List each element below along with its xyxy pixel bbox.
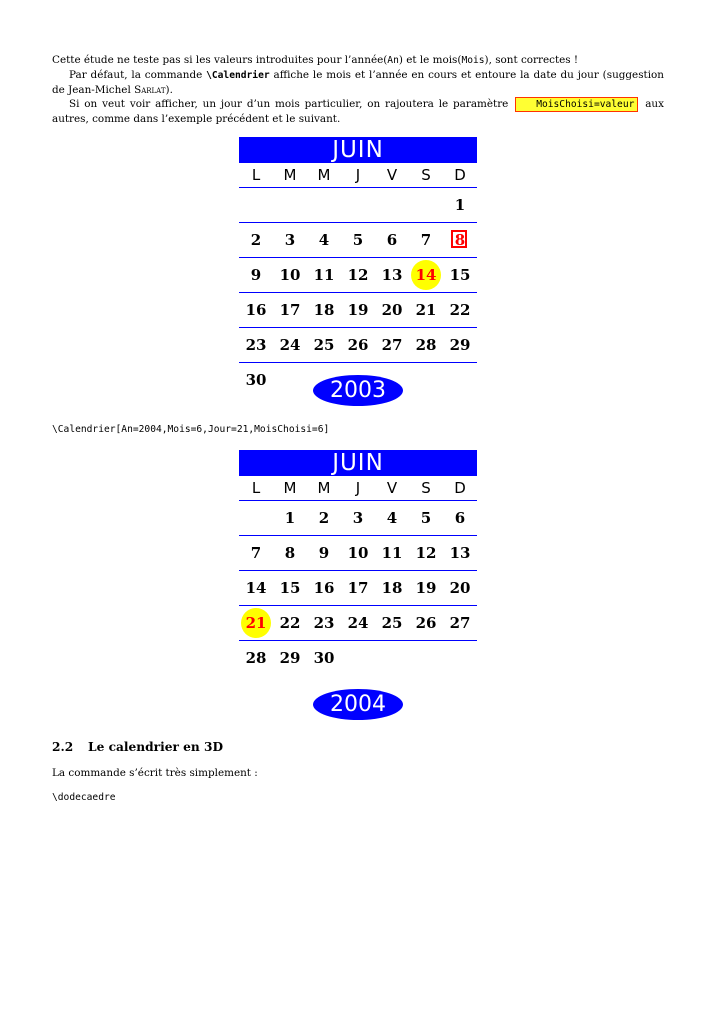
- day-cell: 17: [279, 301, 301, 319]
- day-cell-today: 21: [239, 606, 273, 640]
- day-cell: 3: [352, 509, 364, 527]
- day-cell: 8: [284, 544, 296, 562]
- day-cell: 24: [347, 614, 369, 632]
- day-cell: 20: [449, 579, 471, 597]
- day-cell: 26: [415, 614, 437, 632]
- day-cell: 22: [449, 301, 471, 319]
- week-row: [239, 606, 477, 641]
- weekday-label: V: [386, 166, 398, 184]
- week-row: [239, 293, 477, 328]
- day-cell: 23: [313, 614, 335, 632]
- year-badge: 2003: [313, 375, 403, 406]
- calendar-june-2004: [239, 450, 477, 675]
- day-cell: 15: [279, 579, 301, 597]
- day-cell: 28: [245, 649, 267, 667]
- day-cell: 9: [250, 266, 262, 284]
- weekday-label: M: [283, 166, 297, 184]
- weekday-label: L: [251, 166, 261, 184]
- month-header: JUIN: [239, 137, 477, 163]
- text: ) et le mois(: [398, 54, 462, 66]
- weeks: [239, 188, 477, 397]
- highlighted-parameter: MoisChoisi=valeur: [515, 97, 638, 112]
- paragraph-default-command: [52, 68, 664, 98]
- text: Par défaut, la commande: [69, 69, 207, 81]
- day-cell: 5: [352, 231, 364, 249]
- day-cell: 6: [454, 509, 466, 527]
- text: Cette étude ne teste pas si les valeurs introduites pour l’année(: [52, 54, 388, 66]
- day-cell: 18: [381, 579, 403, 597]
- day-cell: 17: [347, 579, 369, 597]
- code-dodecaedre: \dodecaedre: [52, 792, 116, 803]
- year-badge: 2004: [313, 689, 403, 720]
- code-example: \Calendrier[An=2004,Mois=6,Jour=21,MoisChoisi=6]: [52, 424, 330, 435]
- day-cell-boxed: 8: [443, 223, 477, 257]
- day-cell: 19: [347, 301, 369, 319]
- text: ), sont correctes !: [484, 54, 579, 66]
- week-row: [239, 571, 477, 606]
- day-cell: 12: [347, 266, 369, 284]
- week-row: [239, 328, 477, 363]
- week-row: [239, 223, 477, 258]
- weeks: [239, 501, 477, 675]
- weekday-label: M: [283, 479, 297, 497]
- day-cell: 4: [386, 509, 398, 527]
- day-cell: 18: [313, 301, 335, 319]
- day-cell: 28: [415, 336, 437, 354]
- weekday-label: D: [454, 166, 466, 184]
- day-cell: 10: [347, 544, 369, 562]
- day-cell: 30: [313, 649, 335, 667]
- day-cell: 15: [449, 266, 471, 284]
- day-cell: 6: [386, 231, 398, 249]
- weekday-header: [239, 476, 477, 501]
- text: aux autres, comme dans l’exemple précédent et le suivant.: [52, 98, 664, 125]
- day-cell: 14: [245, 579, 267, 597]
- section-text: La commande s’écrit très simplement :: [52, 767, 258, 779]
- code-an: An: [387, 55, 399, 66]
- day-cell: 30: [245, 371, 267, 389]
- text: Si on veut voir afficher, un jour d’un mois particulier, on rajoutera le paramètre: [69, 98, 514, 110]
- text: affiche le mois et l’année en cours et entoure la date du jour (suggestion de Jean-Michel: [52, 69, 664, 96]
- day-cell: 11: [313, 266, 335, 284]
- weekday-label: J: [355, 166, 361, 184]
- day-cell: 4: [318, 231, 330, 249]
- day-cell: 1: [284, 509, 296, 527]
- day-cell: 9: [318, 544, 330, 562]
- day-cell: 22: [279, 614, 301, 632]
- paragraph-moischoisi: [52, 97, 664, 127]
- day-cell: 20: [381, 301, 403, 319]
- week-row: [239, 188, 477, 223]
- day-cell: 11: [381, 544, 403, 562]
- day-cell: 29: [449, 336, 471, 354]
- week-row: [239, 536, 477, 571]
- day-cell: 26: [347, 336, 369, 354]
- weekday-label: S: [421, 479, 431, 497]
- section-heading: [52, 740, 223, 754]
- day-cell: 21: [415, 301, 437, 319]
- day-cell: 7: [250, 544, 262, 562]
- week-row: [239, 641, 477, 675]
- weekday-label: M: [317, 166, 331, 184]
- day-cell: 2: [250, 231, 262, 249]
- day-cell: 2: [318, 509, 330, 527]
- day-cell: 24: [279, 336, 301, 354]
- day-cell: 7: [420, 231, 432, 249]
- day-cell: 19: [415, 579, 437, 597]
- section-number: 2.2: [52, 740, 74, 754]
- day-cell: 1: [454, 196, 466, 214]
- day-cell: 29: [279, 649, 301, 667]
- code-mois: Mois: [461, 55, 485, 66]
- week-row: [239, 258, 477, 293]
- section-title: Le calendrier en 3D: [88, 740, 224, 754]
- author-name: Sarlat: [134, 84, 166, 96]
- day-cell: 12: [415, 544, 437, 562]
- text: ).: [165, 84, 173, 96]
- day-cell: 27: [381, 336, 403, 354]
- day-cell: 13: [449, 544, 471, 562]
- day-cell: 13: [381, 266, 403, 284]
- intro-line: [52, 53, 664, 68]
- day-cell: 3: [284, 231, 296, 249]
- weekday-label: D: [454, 479, 466, 497]
- day-cell: 10: [279, 266, 301, 284]
- weekday-label: M: [317, 479, 331, 497]
- day-cell: 25: [313, 336, 335, 354]
- day-cell: 5: [420, 509, 432, 527]
- weekday-label: J: [355, 479, 361, 497]
- day-cell-today: 14: [409, 258, 443, 292]
- week-row: [239, 501, 477, 536]
- month-header: JUIN: [239, 450, 477, 476]
- day-cell: 16: [313, 579, 335, 597]
- command-calendrier: \Calendrier: [206, 70, 270, 81]
- weekday-label: V: [386, 479, 398, 497]
- day-cell: 16: [245, 301, 267, 319]
- day-cell: 27: [449, 614, 471, 632]
- weekday-label: S: [421, 166, 431, 184]
- weekday-header: [239, 163, 477, 188]
- day-cell: 25: [381, 614, 403, 632]
- calendar-june-2003: [239, 137, 477, 397]
- weekday-label: L: [251, 479, 261, 497]
- day-cell: 23: [245, 336, 267, 354]
